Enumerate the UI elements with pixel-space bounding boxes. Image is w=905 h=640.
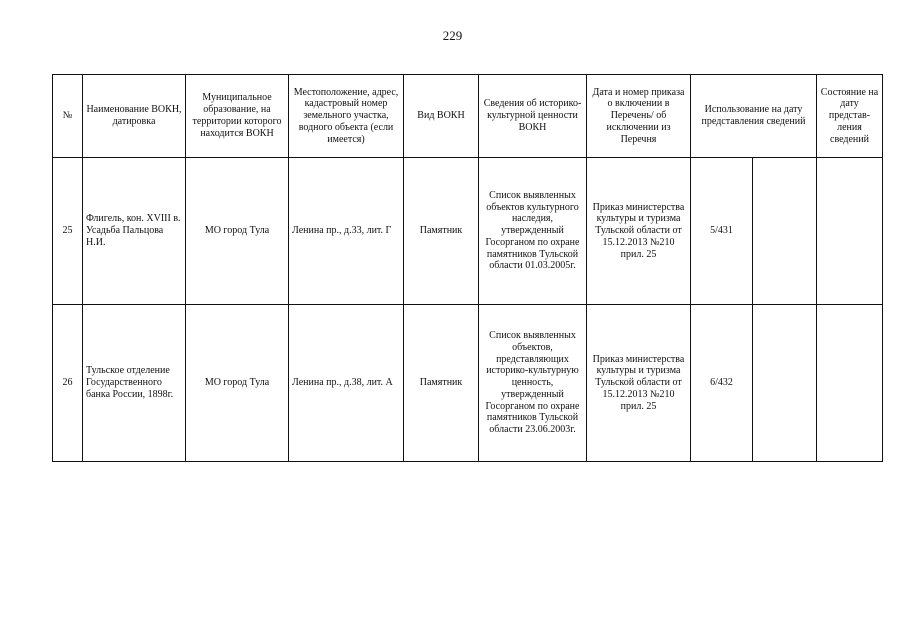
row-info: Список выявленных объектов культурного наследия, утвержденный Госорганом по охране памятников Тульской области 01.03.2005г. (479, 158, 587, 305)
row-order: Приказ министерства культуры и туризма Тульской области от 15.12.2013 №210 прил. 25 (587, 158, 691, 305)
row-usage-code: 6/432 (691, 305, 753, 462)
heritage-registry-table (52, 74, 883, 462)
header-state: Состояние на дату представ-ления сведений (817, 75, 883, 158)
row-num: 26 (53, 305, 83, 462)
row-order: Приказ министерства культуры и туризма Тульской области от 15.12.2013 №210 прил. 25 (587, 305, 691, 462)
row-state (817, 305, 883, 462)
row-name: Тульское отделение Государственного банка России, 1898г. (83, 305, 186, 462)
row-usage-extra (753, 158, 817, 305)
row-usage-extra (753, 305, 817, 462)
page-number: 229 (442, 28, 463, 43)
header-usage: Использование на дату представления сведений (691, 75, 817, 158)
header-order: Дата и номер приказа о включении в Перечень/ об исключении из Перечня (587, 75, 691, 158)
row-usage-code: 5/431 (691, 158, 753, 305)
row-type: Памятник (404, 158, 479, 305)
header-info: Сведения об историко-культурной ценности ВОКН (479, 75, 587, 158)
row-info: Список выявленных объектов, представляющих историко-культурную ценность, утвержденный Госорганом по охране памятников Тульской области 23.06.2003г. (479, 305, 587, 462)
row-municipality: МО город Тула (186, 158, 289, 305)
row-type: Памятник (404, 305, 479, 462)
header-row (53, 75, 883, 158)
table-row (53, 305, 883, 462)
table-row (53, 158, 883, 305)
header-location: Местоположение, адрес, кадастровый номер земельного участка, водного объекта (если имеется) (289, 75, 404, 158)
header-name: Наименование ВОКН, датировка (83, 75, 186, 158)
row-num: 25 (53, 158, 83, 305)
row-location: Ленина пр., д.38, лит. А (289, 305, 404, 462)
row-location: Ленина пр., д.33, лит. Г (289, 158, 404, 305)
header-num: № (53, 75, 83, 158)
row-name: Флигель, кон. XVIII в. Усадьба Пальцова Н.И. (83, 158, 186, 305)
header-municipality: Муниципальное образование, на территории которого находится ВОКН (186, 75, 289, 158)
row-municipality: МО город Тула (186, 305, 289, 462)
header-type: Вид ВОКН (404, 75, 479, 158)
row-state (817, 158, 883, 305)
